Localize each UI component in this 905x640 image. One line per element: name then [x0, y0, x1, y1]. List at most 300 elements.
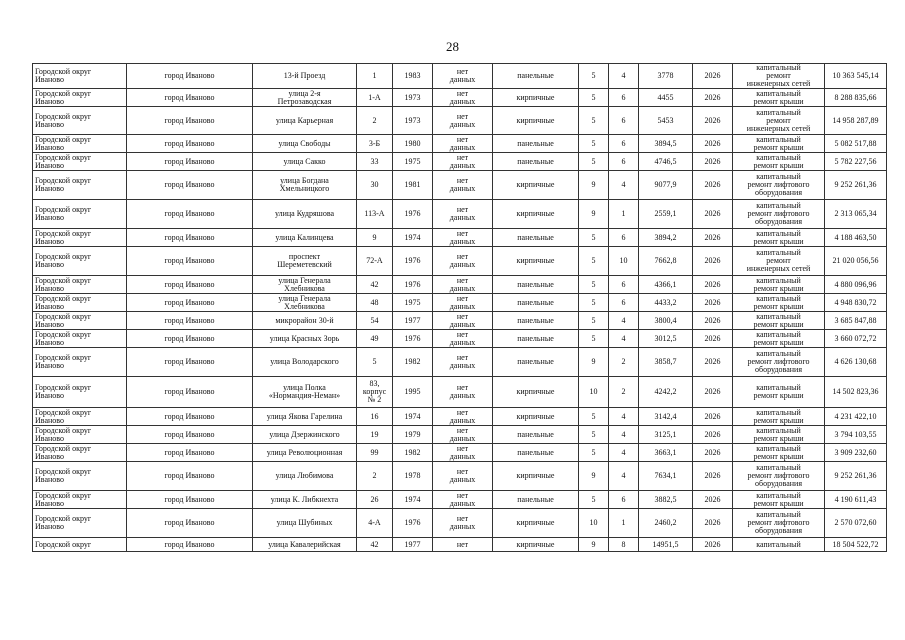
year-built-cell: 1974 — [393, 408, 433, 426]
floors-cell: 5 — [579, 444, 609, 462]
commissioning-year-cell: нет данных — [433, 377, 493, 408]
buildings-table — [32, 63, 887, 552]
house-number-cell: 48 — [357, 294, 393, 312]
plan-year-cell: 2026 — [693, 538, 733, 552]
year-built-cell: 1973 — [393, 107, 433, 135]
cost-cell: 3 685 847,88 — [825, 312, 887, 330]
work-type-cell: капитальный ремонт инженерных сетей — [733, 247, 825, 276]
plan-year-cell: 2026 — [693, 491, 733, 509]
year-built-cell: 1976 — [393, 200, 433, 229]
table-row — [33, 135, 887, 153]
table-row — [33, 247, 887, 276]
year-built-cell: 1974 — [393, 229, 433, 247]
plan-year-cell: 2026 — [693, 426, 733, 444]
street-cell: улица 2-я Петрозаводская — [253, 89, 357, 107]
page-number: 28 — [446, 39, 459, 54]
cost-cell: 18 504 522,72 — [825, 538, 887, 552]
commissioning-year-cell: нет данных — [433, 426, 493, 444]
year-built-cell: 1975 — [393, 153, 433, 171]
cost-cell: 4 880 096,96 — [825, 276, 887, 294]
table-row — [33, 462, 887, 491]
year-built-cell: 1975 — [393, 294, 433, 312]
table-row — [33, 312, 887, 330]
cost-cell: 4 190 611,43 — [825, 491, 887, 509]
settlement-cell: город Иваново — [127, 426, 253, 444]
municipality-cell: Городской округ Иваново — [33, 64, 127, 89]
area-cell: 3894,2 — [639, 229, 693, 247]
municipality-cell: Городской округ Иваново — [33, 229, 127, 247]
area-cell: 7634,1 — [639, 462, 693, 491]
year-built-cell: 1974 — [393, 491, 433, 509]
cost-cell: 8 288 835,66 — [825, 89, 887, 107]
house-number-cell: 42 — [357, 538, 393, 552]
work-type-cell: капитальный ремонт крыши — [733, 294, 825, 312]
table-row — [33, 171, 887, 200]
plan-year-cell: 2026 — [693, 294, 733, 312]
table-row — [33, 538, 887, 552]
floors-cell: 5 — [579, 426, 609, 444]
wall-material-cell: кирпичные — [493, 200, 579, 229]
commissioning-year-cell: нет данных — [433, 153, 493, 171]
cost-cell: 5 782 227,56 — [825, 153, 887, 171]
plan-year-cell: 2026 — [693, 64, 733, 89]
municipality-cell: Городской округ Иваново — [33, 377, 127, 408]
wall-material-cell: кирпичные — [493, 408, 579, 426]
plan-year-cell: 2026 — [693, 276, 733, 294]
wall-material-cell: кирпичные — [493, 171, 579, 200]
settlement-cell: город Иваново — [127, 276, 253, 294]
municipality-cell: Городской округ Иваново — [33, 426, 127, 444]
wall-material-cell: панельные — [493, 348, 579, 377]
settlement-cell: город Иваново — [127, 89, 253, 107]
wall-material-cell: кирпичные — [493, 247, 579, 276]
street-cell: улица Калинцева — [253, 229, 357, 247]
street-cell: улица Шубиных — [253, 509, 357, 538]
plan-year-cell: 2026 — [693, 509, 733, 538]
entrances-cell: 1 — [609, 200, 639, 229]
year-built-cell: 1976 — [393, 330, 433, 348]
municipality-cell: Городской округ Иваново — [33, 200, 127, 229]
floors-cell: 5 — [579, 64, 609, 89]
commissioning-year-cell: нет данных — [433, 89, 493, 107]
wall-material-cell: панельные — [493, 64, 579, 89]
entrances-cell: 6 — [609, 135, 639, 153]
entrances-cell: 4 — [609, 408, 639, 426]
commissioning-year-cell: нет данных — [433, 294, 493, 312]
street-cell: улица Богдана Хмельницкого — [253, 171, 357, 200]
entrances-cell: 4 — [609, 462, 639, 491]
street-cell: улица Володарского — [253, 348, 357, 377]
house-number-cell: 19 — [357, 426, 393, 444]
work-type-cell: капитальный ремонт инженерных сетей — [733, 64, 825, 89]
floors-cell: 5 — [579, 491, 609, 509]
work-type-cell: капитальный ремонт лифтового оборудования — [733, 462, 825, 491]
table-row — [33, 491, 887, 509]
house-number-cell: 3-Б — [357, 135, 393, 153]
floors-cell: 5 — [579, 89, 609, 107]
cost-cell: 4 626 130,68 — [825, 348, 887, 377]
street-cell: улица Полка «Нормандия-Неман» — [253, 377, 357, 408]
wall-material-cell: кирпичные — [493, 509, 579, 538]
work-type-cell: капитальный ремонт крыши — [733, 153, 825, 171]
municipality-cell: Городской округ Иваново — [33, 330, 127, 348]
municipality-cell: Городской округ Иваново — [33, 107, 127, 135]
commissioning-year-cell: нет данных — [433, 408, 493, 426]
area-cell: 3012,5 — [639, 330, 693, 348]
wall-material-cell: панельные — [493, 135, 579, 153]
table-row — [33, 509, 887, 538]
municipality-cell: Городской округ Иваново — [33, 153, 127, 171]
area-cell: 3858,7 — [639, 348, 693, 377]
commissioning-year-cell: нет данных — [433, 330, 493, 348]
street-cell: улица Генерала Хлебникова — [253, 294, 357, 312]
cost-cell: 14 958 287,89 — [825, 107, 887, 135]
entrances-cell: 2 — [609, 348, 639, 377]
cost-cell: 14 502 823,36 — [825, 377, 887, 408]
area-cell: 4366,1 — [639, 276, 693, 294]
entrances-cell: 6 — [609, 294, 639, 312]
commissioning-year-cell: нет данных — [433, 348, 493, 377]
work-type-cell: капитальный ремонт крыши — [733, 330, 825, 348]
settlement-cell: город Иваново — [127, 408, 253, 426]
entrances-cell: 4 — [609, 330, 639, 348]
floors-cell: 9 — [579, 171, 609, 200]
cost-cell: 3 660 072,72 — [825, 330, 887, 348]
house-number-cell: 9 — [357, 229, 393, 247]
cost-cell: 4 231 422,10 — [825, 408, 887, 426]
settlement-cell: город Иваново — [127, 462, 253, 491]
commissioning-year-cell: нет данных — [433, 200, 493, 229]
commissioning-year-cell: нет данных — [433, 444, 493, 462]
house-number-cell: 99 — [357, 444, 393, 462]
floors-cell: 5 — [579, 153, 609, 171]
house-number-cell: 72-А — [357, 247, 393, 276]
year-built-cell: 1982 — [393, 444, 433, 462]
house-number-cell: 30 — [357, 171, 393, 200]
table-row — [33, 200, 887, 229]
area-cell: 7662,8 — [639, 247, 693, 276]
settlement-cell: город Иваново — [127, 538, 253, 552]
commissioning-year-cell: нет — [433, 538, 493, 552]
entrances-cell: 4 — [609, 171, 639, 200]
wall-material-cell: панельные — [493, 229, 579, 247]
work-type-cell: капитальный ремонт крыши — [733, 377, 825, 408]
cost-cell: 3 794 103,55 — [825, 426, 887, 444]
floors-cell: 5 — [579, 276, 609, 294]
municipality-cell: Городской округ Иваново — [33, 135, 127, 153]
entrances-cell: 6 — [609, 229, 639, 247]
floors-cell: 5 — [579, 229, 609, 247]
street-cell: улица Карьерная — [253, 107, 357, 135]
street-cell: улица Сакко — [253, 153, 357, 171]
year-built-cell: 1980 — [393, 135, 433, 153]
entrances-cell: 4 — [609, 64, 639, 89]
house-number-cell: 42 — [357, 276, 393, 294]
plan-year-cell: 2026 — [693, 330, 733, 348]
area-cell: 3142,4 — [639, 408, 693, 426]
commissioning-year-cell: нет данных — [433, 462, 493, 491]
area-cell: 14951,5 — [639, 538, 693, 552]
year-built-cell: 1982 — [393, 348, 433, 377]
area-cell: 4242,2 — [639, 377, 693, 408]
work-type-cell: капитальный ремонт крыши — [733, 276, 825, 294]
settlement-cell: город Иваново — [127, 200, 253, 229]
wall-material-cell: кирпичные — [493, 538, 579, 552]
house-number-cell: 5 — [357, 348, 393, 377]
plan-year-cell: 2026 — [693, 200, 733, 229]
entrances-cell: 2 — [609, 377, 639, 408]
street-cell: улица Свободы — [253, 135, 357, 153]
settlement-cell: город Иваново — [127, 377, 253, 408]
house-number-cell: 2 — [357, 462, 393, 491]
cost-cell: 10 363 545,14 — [825, 64, 887, 89]
table-row — [33, 107, 887, 135]
commissioning-year-cell: нет данных — [433, 107, 493, 135]
year-built-cell: 1977 — [393, 538, 433, 552]
area-cell: 3894,5 — [639, 135, 693, 153]
plan-year-cell: 2026 — [693, 107, 733, 135]
street-cell: улица Кавалерийская — [253, 538, 357, 552]
area-cell: 3663,1 — [639, 444, 693, 462]
year-built-cell: 1976 — [393, 247, 433, 276]
municipality-cell: Городской округ Иваново — [33, 312, 127, 330]
table-row — [33, 444, 887, 462]
floors-cell: 5 — [579, 107, 609, 135]
area-cell: 3778 — [639, 64, 693, 89]
street-cell: проспект Шереметевский — [253, 247, 357, 276]
house-number-cell: 4-А — [357, 509, 393, 538]
plan-year-cell: 2026 — [693, 89, 733, 107]
municipality-cell: Городской округ Иваново — [33, 509, 127, 538]
municipality-cell: Городской округ Иваново — [33, 462, 127, 491]
work-type-cell: капитальный ремонт крыши — [733, 491, 825, 509]
street-cell: улица Якова Гарелина — [253, 408, 357, 426]
commissioning-year-cell: нет данных — [433, 247, 493, 276]
cost-cell: 5 082 517,88 — [825, 135, 887, 153]
entrances-cell: 4 — [609, 426, 639, 444]
house-number-cell: 113-А — [357, 200, 393, 229]
wall-material-cell: кирпичные — [493, 89, 579, 107]
wall-material-cell: панельные — [493, 444, 579, 462]
settlement-cell: город Иваново — [127, 107, 253, 135]
wall-material-cell: панельные — [493, 491, 579, 509]
work-type-cell: капитальный ремонт лифтового оборудования — [733, 171, 825, 200]
year-built-cell: 1973 — [393, 89, 433, 107]
work-type-cell: капитальный ремонт крыши — [733, 444, 825, 462]
wall-material-cell: кирпичные — [493, 377, 579, 408]
wall-material-cell: панельные — [493, 312, 579, 330]
floors-cell: 5 — [579, 135, 609, 153]
work-type-cell: капитальный ремонт крыши — [733, 135, 825, 153]
work-type-cell: капитальный ремонт крыши — [733, 408, 825, 426]
house-number-cell: 26 — [357, 491, 393, 509]
street-cell: микрорайон 30-й — [253, 312, 357, 330]
area-cell: 9077,9 — [639, 171, 693, 200]
street-cell: улица Дзержинского — [253, 426, 357, 444]
cost-cell: 9 252 261,36 — [825, 462, 887, 491]
wall-material-cell: панельные — [493, 426, 579, 444]
settlement-cell: город Иваново — [127, 509, 253, 538]
table-row — [33, 276, 887, 294]
house-number-cell: 49 — [357, 330, 393, 348]
house-number-cell: 1 — [357, 64, 393, 89]
settlement-cell: город Иваново — [127, 229, 253, 247]
area-cell: 4746,5 — [639, 153, 693, 171]
street-cell: улица Революционная — [253, 444, 357, 462]
municipality-cell: Городской округ Иваново — [33, 171, 127, 200]
floors-cell: 9 — [579, 538, 609, 552]
cost-cell: 2 570 072,60 — [825, 509, 887, 538]
settlement-cell: город Иваново — [127, 64, 253, 89]
area-cell: 5453 — [639, 107, 693, 135]
entrances-cell: 10 — [609, 247, 639, 276]
table-row — [33, 153, 887, 171]
commissioning-year-cell: нет данных — [433, 509, 493, 538]
commissioning-year-cell: нет данных — [433, 135, 493, 153]
area-cell: 2460,2 — [639, 509, 693, 538]
year-built-cell: 1976 — [393, 276, 433, 294]
commissioning-year-cell: нет данных — [433, 229, 493, 247]
area-cell: 4455 — [639, 89, 693, 107]
floors-cell: 5 — [579, 294, 609, 312]
cost-cell: 21 020 056,56 — [825, 247, 887, 276]
commissioning-year-cell: нет данных — [433, 171, 493, 200]
municipality-cell: Городской округ Иваново — [33, 247, 127, 276]
street-cell: улица К. Либкнехта — [253, 491, 357, 509]
municipality-cell: Городской округ Иваново — [33, 444, 127, 462]
settlement-cell: город Иваново — [127, 348, 253, 377]
year-built-cell: 1981 — [393, 171, 433, 200]
work-type-cell: капитальный ремонт крыши — [733, 229, 825, 247]
commissioning-year-cell: нет данных — [433, 276, 493, 294]
entrances-cell: 6 — [609, 89, 639, 107]
area-cell: 2559,1 — [639, 200, 693, 229]
wall-material-cell: панельные — [493, 330, 579, 348]
settlement-cell: город Иваново — [127, 247, 253, 276]
settlement-cell: город Иваново — [127, 294, 253, 312]
house-number-cell: 2 — [357, 107, 393, 135]
floors-cell: 10 — [579, 509, 609, 538]
floors-cell: 10 — [579, 377, 609, 408]
settlement-cell: город Иваново — [127, 444, 253, 462]
settlement-cell: город Иваново — [127, 491, 253, 509]
street-cell: улица Любимова — [253, 462, 357, 491]
table-row — [33, 294, 887, 312]
work-type-cell: капитальный ремонт крыши — [733, 89, 825, 107]
plan-year-cell: 2026 — [693, 171, 733, 200]
house-number-cell: 1-А — [357, 89, 393, 107]
work-type-cell: капитальный ремонт лифтового оборудования — [733, 509, 825, 538]
municipality-cell: Городской округ Иваново — [33, 348, 127, 377]
plan-year-cell: 2026 — [693, 348, 733, 377]
cost-cell: 9 252 261,36 — [825, 171, 887, 200]
floors-cell: 5 — [579, 312, 609, 330]
year-built-cell: 1978 — [393, 462, 433, 491]
settlement-cell: город Иваново — [127, 171, 253, 200]
table-row — [33, 408, 887, 426]
work-type-cell: капитальный ремонт крыши — [733, 426, 825, 444]
commissioning-year-cell: нет данных — [433, 491, 493, 509]
floors-cell: 5 — [579, 408, 609, 426]
street-cell: 13-й Проезд — [253, 64, 357, 89]
table-row — [33, 64, 887, 89]
table-row — [33, 426, 887, 444]
table-row — [33, 89, 887, 107]
municipality-cell: Городской округ Иваново — [33, 408, 127, 426]
plan-year-cell: 2026 — [693, 444, 733, 462]
table-row — [33, 348, 887, 377]
work-type-cell: капитальный ремонт крыши — [733, 312, 825, 330]
area-cell: 3800,4 — [639, 312, 693, 330]
house-number-cell: 16 — [357, 408, 393, 426]
entrances-cell: 4 — [609, 312, 639, 330]
street-cell: улица Кудряшова — [253, 200, 357, 229]
table-row — [33, 377, 887, 408]
area-cell: 3882,5 — [639, 491, 693, 509]
table-row — [33, 229, 887, 247]
year-built-cell: 1979 — [393, 426, 433, 444]
municipality-cell: Городской округ Иваново — [33, 491, 127, 509]
area-cell: 4433,2 — [639, 294, 693, 312]
wall-material-cell: кирпичные — [493, 107, 579, 135]
entrances-cell: 6 — [609, 107, 639, 135]
commissioning-year-cell: нет данных — [433, 64, 493, 89]
plan-year-cell: 2026 — [693, 462, 733, 491]
plan-year-cell: 2026 — [693, 153, 733, 171]
settlement-cell: город Иваново — [127, 312, 253, 330]
cost-cell: 4 948 830,72 — [825, 294, 887, 312]
house-number-cell: 83, корпус № 2 — [357, 377, 393, 408]
year-built-cell: 1976 — [393, 509, 433, 538]
municipality-cell: Городской округ — [33, 538, 127, 552]
wall-material-cell: панельные — [493, 153, 579, 171]
cost-cell: 3 909 232,60 — [825, 444, 887, 462]
wall-material-cell: панельные — [493, 294, 579, 312]
entrances-cell: 6 — [609, 276, 639, 294]
plan-year-cell: 2026 — [693, 408, 733, 426]
plan-year-cell: 2026 — [693, 229, 733, 247]
wall-material-cell: кирпичные — [493, 462, 579, 491]
municipality-cell: Городской округ Иваново — [33, 89, 127, 107]
entrances-cell: 4 — [609, 444, 639, 462]
plan-year-cell: 2026 — [693, 247, 733, 276]
table-row — [33, 330, 887, 348]
commissioning-year-cell: нет данных — [433, 312, 493, 330]
settlement-cell: город Иваново — [127, 330, 253, 348]
municipality-cell: Городской округ Иваново — [33, 294, 127, 312]
cost-cell: 4 188 463,50 — [825, 229, 887, 247]
settlement-cell: город Иваново — [127, 135, 253, 153]
floors-cell: 5 — [579, 247, 609, 276]
floors-cell: 5 — [579, 330, 609, 348]
year-built-cell: 1983 — [393, 64, 433, 89]
house-number-cell: 33 — [357, 153, 393, 171]
municipality-cell: Городской округ Иваново — [33, 276, 127, 294]
floors-cell: 9 — [579, 200, 609, 229]
plan-year-cell: 2026 — [693, 377, 733, 408]
settlement-cell: город Иваново — [127, 153, 253, 171]
entrances-cell: 6 — [609, 153, 639, 171]
work-type-cell: капитальный ремонт лифтового оборудования — [733, 348, 825, 377]
year-built-cell: 1995 — [393, 377, 433, 408]
floors-cell: 9 — [579, 462, 609, 491]
year-built-cell: 1977 — [393, 312, 433, 330]
entrances-cell: 8 — [609, 538, 639, 552]
plan-year-cell: 2026 — [693, 312, 733, 330]
entrances-cell: 1 — [609, 509, 639, 538]
plan-year-cell: 2026 — [693, 135, 733, 153]
street-cell: улица Генерала Хлебникова — [253, 276, 357, 294]
